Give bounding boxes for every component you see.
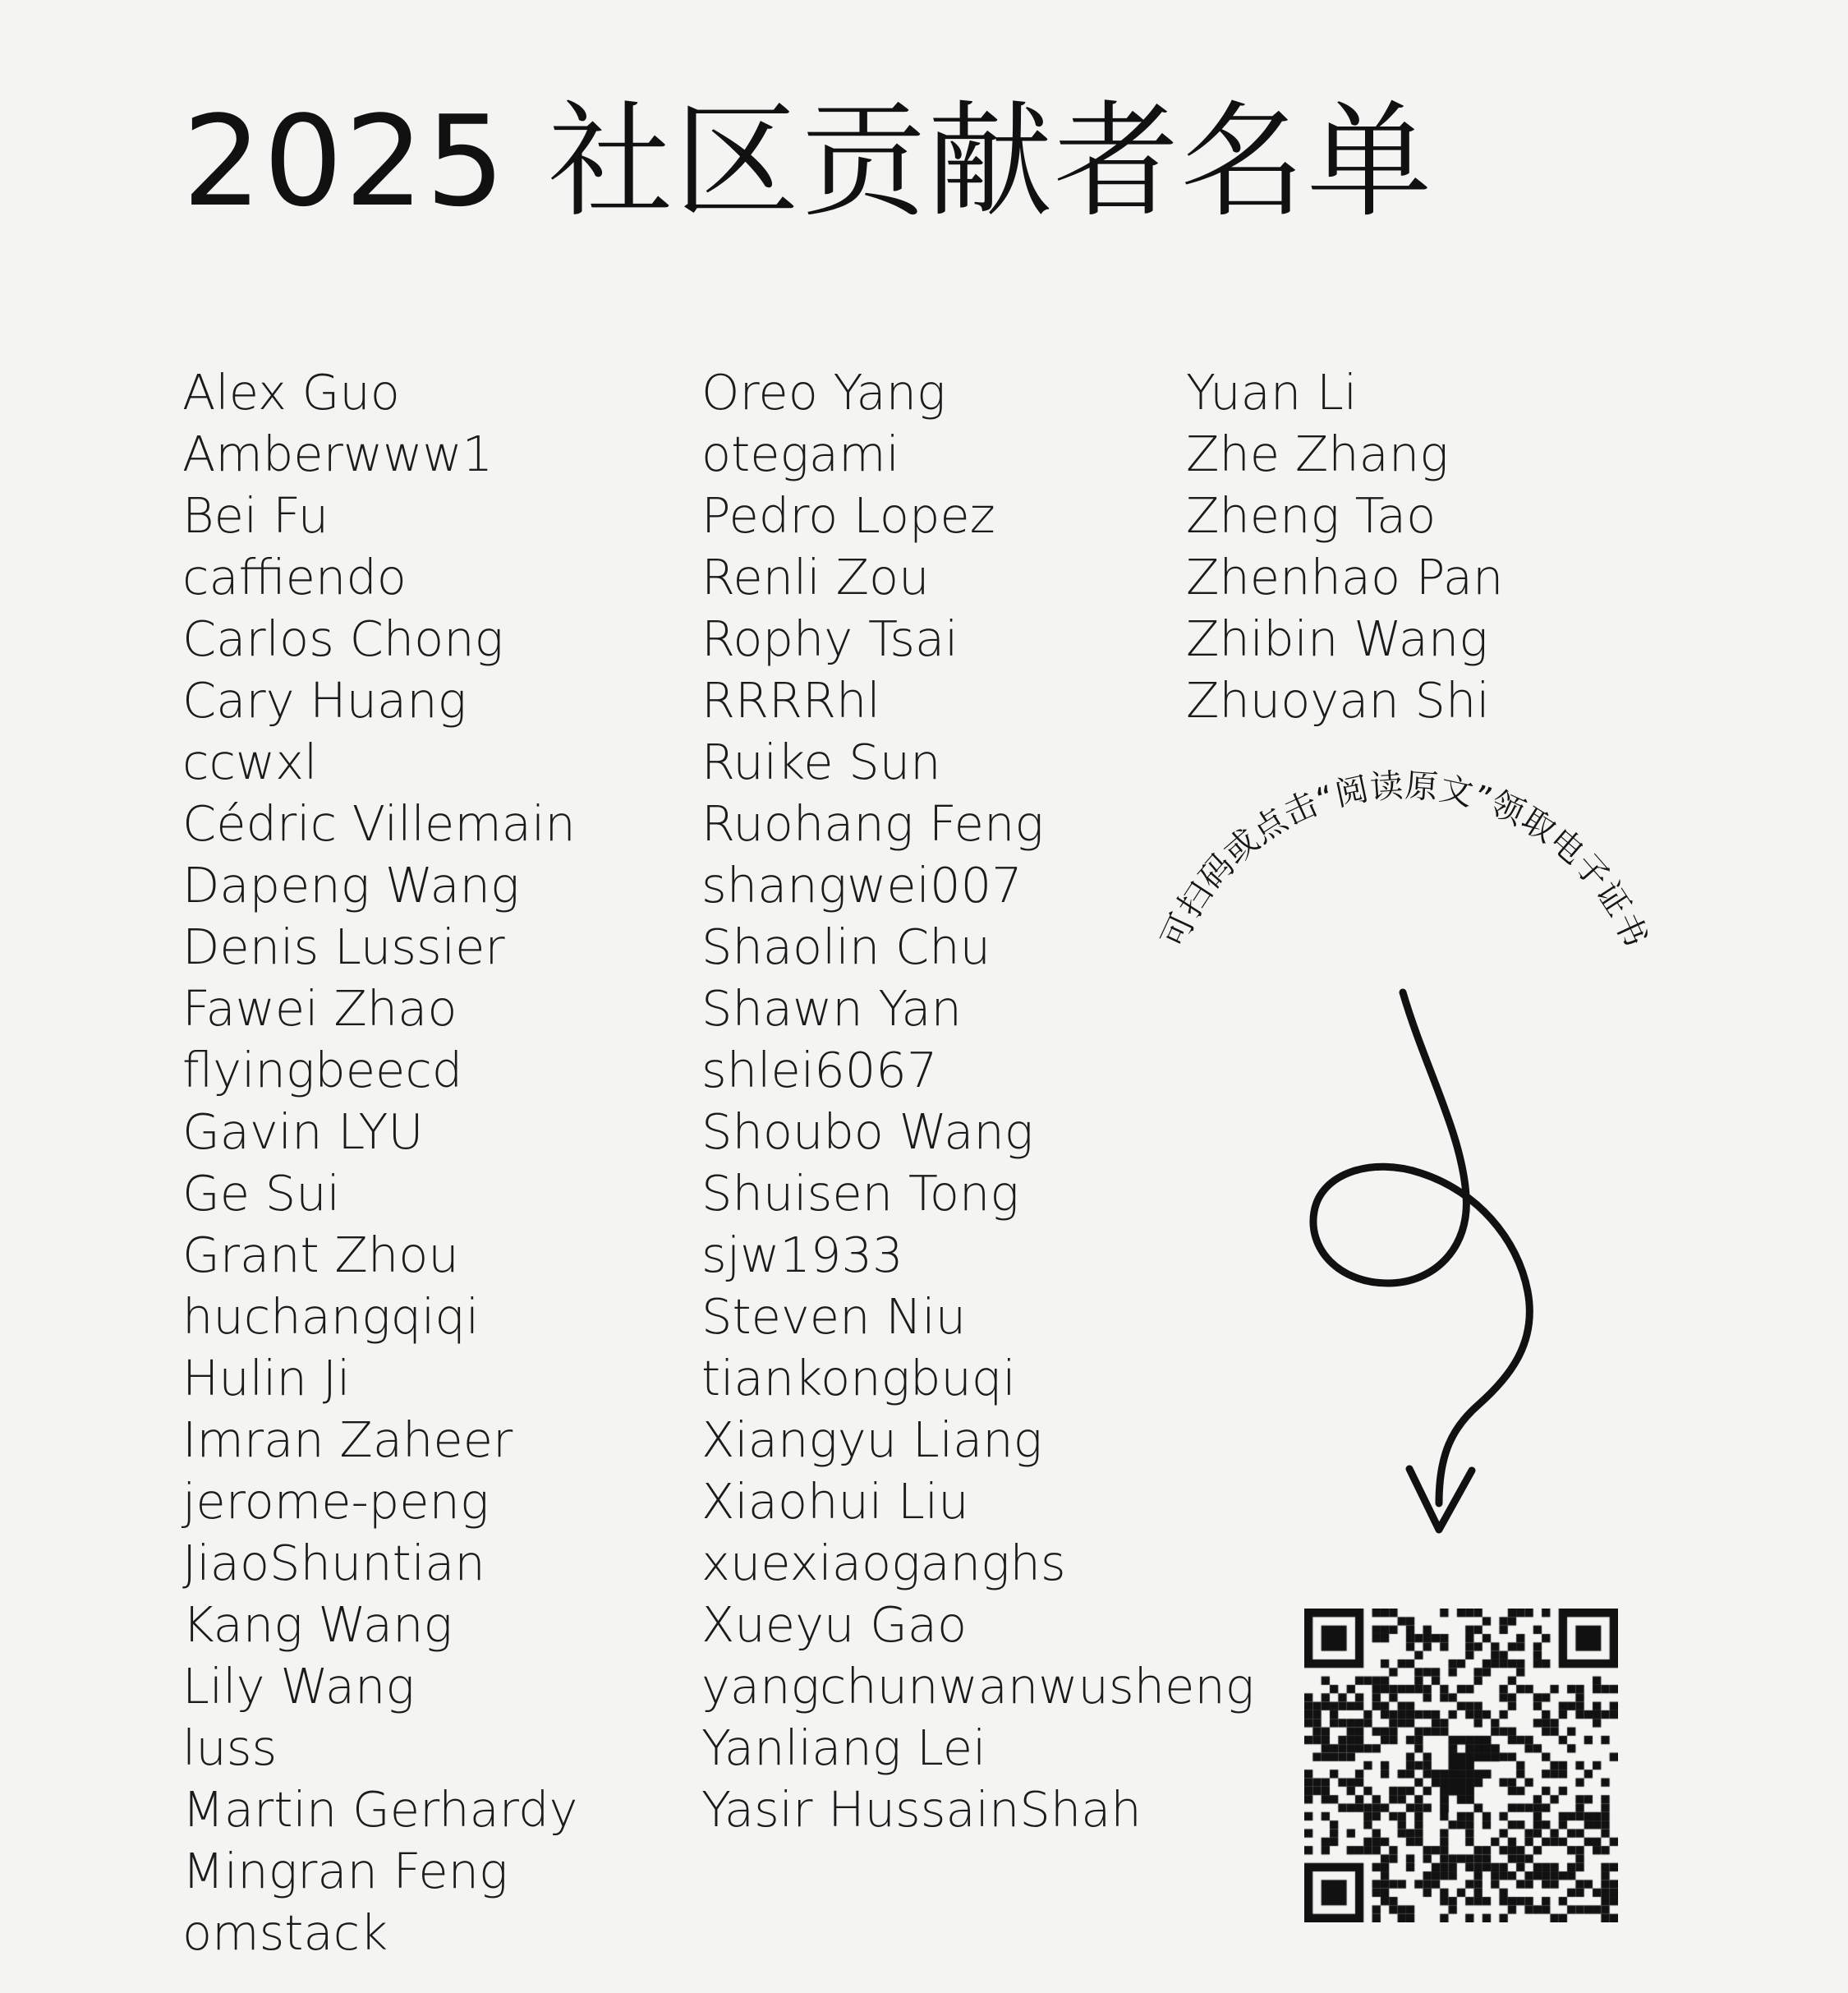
contributor-name: Carlos Chong xyxy=(182,610,504,667)
contributor-name: Yasir HussainShah xyxy=(701,1781,1142,1838)
page-title: 2025 社区贡献者名单 xyxy=(182,89,1434,234)
contributor-name: Shoubo Wang xyxy=(701,1103,1034,1160)
contributor-name: Ruohang Feng xyxy=(701,795,1044,852)
contributor-name: Alex Guo xyxy=(182,364,400,421)
contributor-name: Renli Zou xyxy=(701,549,930,605)
contributor-name: jerome-peng xyxy=(182,1473,490,1530)
contributor-name: shangwei007 xyxy=(701,857,1023,914)
contributor-name: Yuan Li xyxy=(1186,364,1358,421)
contributor-name: huchangqiqi xyxy=(182,1288,480,1345)
contributor-name: otegami xyxy=(701,426,899,482)
qr-code[interactable] xyxy=(1304,1609,1618,1922)
contributor-name: tiankongbuqi xyxy=(701,1350,1016,1406)
contributor-name: Zhenhao Pan xyxy=(1186,549,1504,605)
contributor-name: luss xyxy=(182,1719,278,1776)
contributor-name: Oreo Yang xyxy=(701,364,946,421)
contributor-name: Kang Wang xyxy=(182,1596,453,1653)
contributor-name: Gavin LYU xyxy=(182,1103,424,1160)
contributor-name: Shawn Yan xyxy=(701,980,962,1037)
contributor-name: RRRRhl xyxy=(701,672,880,729)
contributor-name: Bei Fu xyxy=(182,487,329,544)
contributor-name: flyingbeecd xyxy=(182,1042,463,1098)
contributor-name: omstack xyxy=(182,1904,388,1961)
contributor-name: Dapeng Wang xyxy=(182,857,520,914)
contributor-name: Pedro Lopez xyxy=(701,487,995,544)
contributor-name: Rophy Tsai xyxy=(701,610,958,667)
contributor-name: Amberwww1 xyxy=(182,426,494,482)
contributor-name: Steven Niu xyxy=(701,1288,967,1345)
contributor-column-1 xyxy=(182,361,701,1963)
contributor-name: yangchunwanwusheng xyxy=(701,1658,1255,1715)
contributor-name: Grant Zhou xyxy=(182,1227,459,1283)
contributor-name: Lily Wang xyxy=(182,1658,415,1715)
contributor-name: Martin Gerhardy xyxy=(182,1781,578,1838)
contributor-name: ccwxl xyxy=(182,734,318,790)
contributor-name: Mingran Feng xyxy=(182,1843,508,1899)
contributor-name: Zhuoyan Shi xyxy=(1186,672,1490,729)
contributor-name: JiaoShuntian xyxy=(182,1535,485,1591)
contributor-name: xuexiaoganghs xyxy=(701,1535,1066,1591)
contributor-name: Cédric Villemain xyxy=(182,795,576,852)
contributor-name: shlei6067 xyxy=(701,1042,938,1098)
contributor-name: Fawei Zhao xyxy=(182,980,457,1037)
contributor-name: Hulin Ji xyxy=(182,1350,351,1406)
contributor-name: Xiaohui Liu xyxy=(701,1473,969,1530)
contributor-column-3 xyxy=(1186,361,1646,731)
contributor-name: Imran Zaheer xyxy=(182,1411,513,1468)
contributor-name: Shaolin Chu xyxy=(701,918,991,975)
contributor-name: Xiangyu Liang xyxy=(701,1411,1043,1468)
contributor-name: Zheng Tao xyxy=(1186,487,1437,544)
contributor-name: Zhibin Wang xyxy=(1186,610,1488,667)
contributor-name: Yanliang Lei xyxy=(701,1719,986,1776)
contributor-column-2 xyxy=(701,361,1255,1840)
contributor-name: Cary Huang xyxy=(182,672,467,729)
contributor-name: Zhe Zhang xyxy=(1186,426,1449,482)
contributor-name: Xueyu Gao xyxy=(701,1596,968,1653)
contributor-name: Ge Sui xyxy=(182,1165,341,1222)
contributor-name: Denis Lussier xyxy=(182,918,505,975)
contributor-name: Shuisen Tong xyxy=(701,1165,1019,1222)
arc-annotation-text: 可扫码或点击“阅读原文”领取电子证书 xyxy=(1154,766,1655,954)
contributor-name: caffiendo xyxy=(182,549,407,605)
contributor-name: Ruike Sun xyxy=(701,734,941,790)
contributor-name: sjw1933 xyxy=(701,1227,903,1283)
